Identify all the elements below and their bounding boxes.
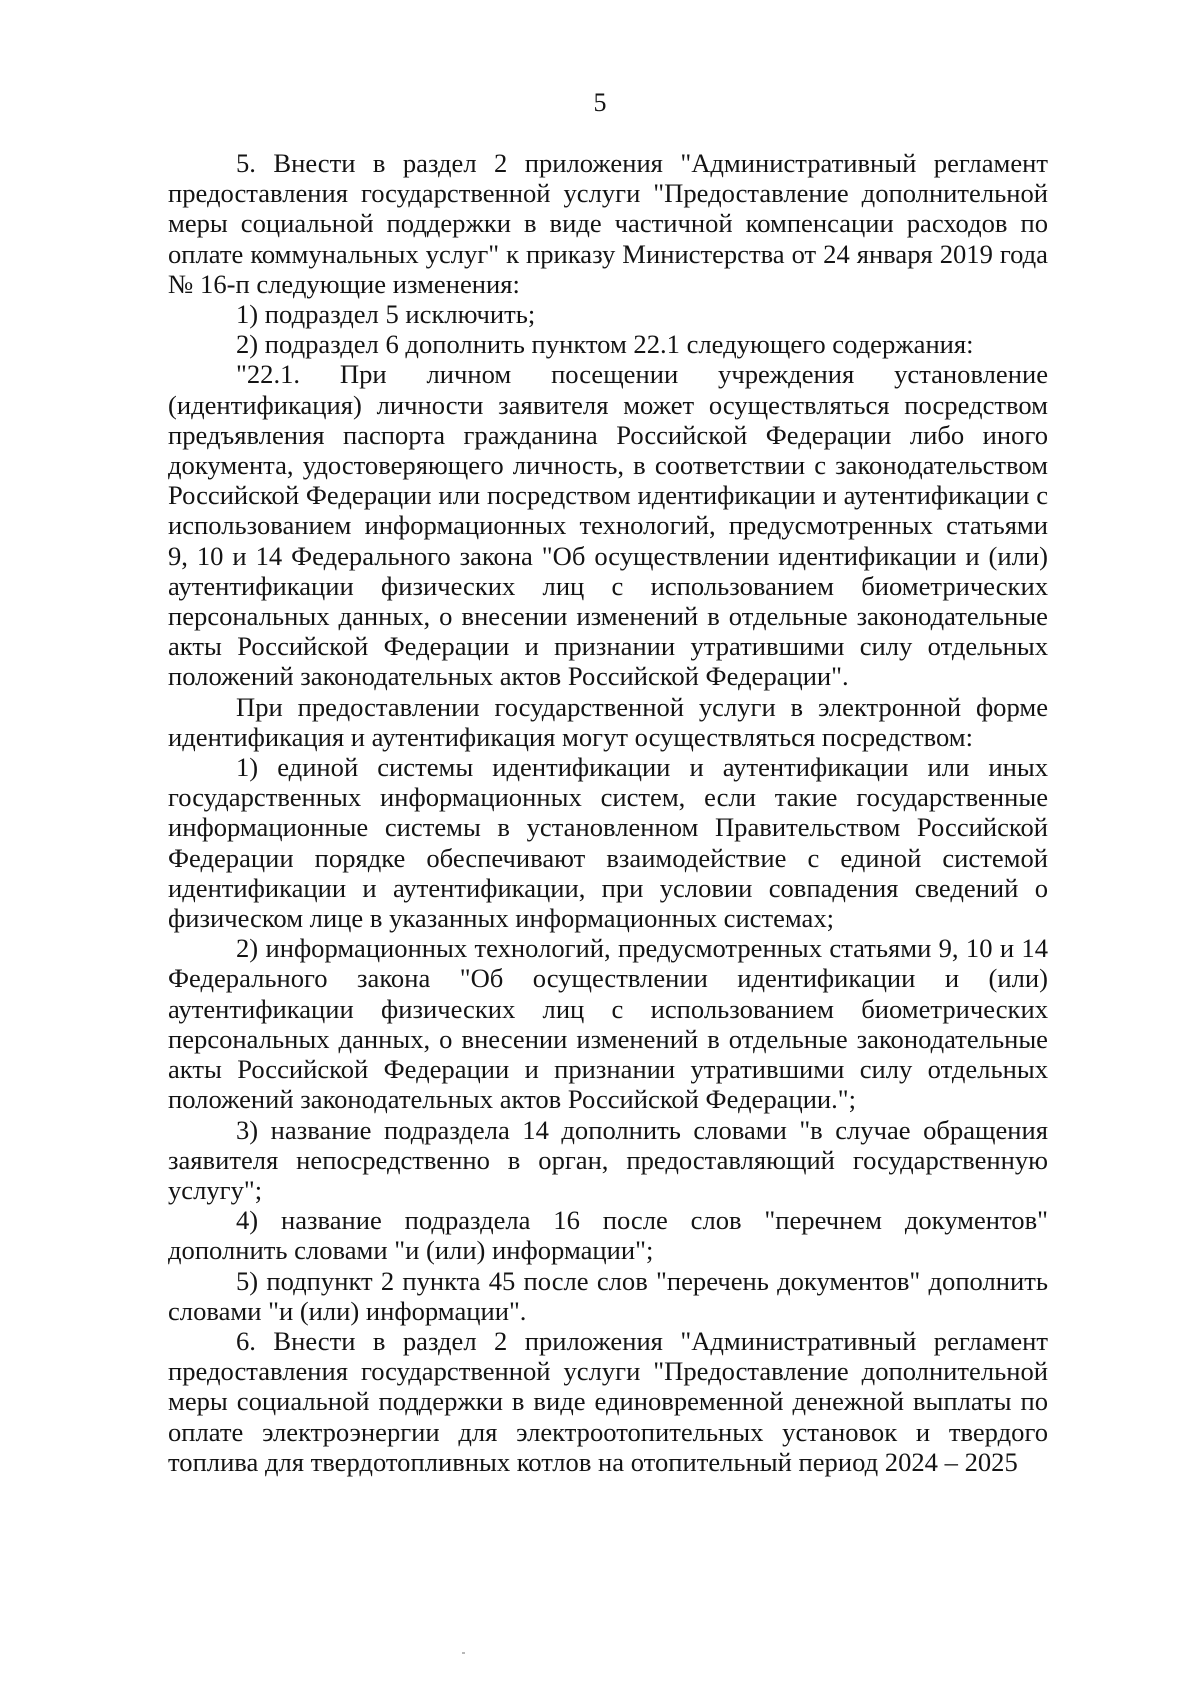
page-number: 5 bbox=[593, 88, 607, 117]
document-body bbox=[168, 148, 1048, 1477]
paragraph-item-6: 6. Внести в раздел 2 приложения "Административный регламент предоставления государственной услуги "Предоставление дополнительной меры социальной поддержки в виде единовременной денежной выплаты по оплате электроэнергии для электроотопительных установок и твердого топлива для твердотопливных котлов на отопительный период 2024 – 2025 bbox=[168, 1325, 1048, 1477]
paragraph-subitem-2: 2) подраздел 6 дополнить пунктом 22.1 следующего содержания: bbox=[236, 329, 974, 360]
paragraph-subitem-5: 5) подпункт 2 пункта 45 после слов "перечень документов" дополнить словами "и (или) информации". bbox=[168, 1265, 1048, 1326]
paragraph-quoted-22-1: "22.1. При личном посещении учреждения установление (идентификация) личности заявителя может осуществляться посредством предъявления паспорта гражданина Российской Федерации либо иного документа, удостоверяющего личность, в соответствии с законодательством Российской Федерации или посредством идентификации и аутентификации с использованием информационных технологий, предусмотренных статьями 9, 10 и 14 Федерального закона "Об осуществлении идентификации и (или) аутентификации физических лиц с использованием биометрических персональных данных, о внесении изменений в отдельные законодательные акты Российской Федерации и признании утратившими силу отдельных положений законодательных актов Российской Федерации". bbox=[168, 359, 1048, 692]
paragraph-subitem-1: 1) подраздел 5 исключить; bbox=[236, 299, 536, 330]
paragraph-subitem-4: 4) название подраздела 16 после слов "перечнем документов" дополнить словами "и (или) информации"; bbox=[168, 1205, 1048, 1266]
paragraph-subitem-3: 3) название подраздела 14 дополнить словами "в случае обращения заявителя непосредственно в орган, предоставляющий государственную услугу"; bbox=[168, 1114, 1048, 1205]
paragraph-list-2: 2) информационных технологий, предусмотренных статьями 9, 10 и 14 Федерального закона "Об осуществлении идентификации и (или) аутентификации физических лиц с использованием биометрических персональных данных, о внесении изменений в отдельные законодательные акты Российской Федерации и признании утратившими силу отдельных положений законодательных актов Российской Федерации."; bbox=[168, 933, 1048, 1115]
paragraph-item-5: 5. Внести в раздел 2 приложения "Административный регламент предоставления государственной услуги "Предоставление дополнительной меры социальной поддержки в виде частичной компенсации расходов по оплате коммунальных услуг" к приказу Министерства от 24 января 2019 года № 16-п следующие изменения: bbox=[168, 148, 1048, 299]
paragraph-list-1: 1) единой системы идентификации и аутентификации или иных государственных информационных систем, если такие государственные информационные системы в установленном Правительством Российской Федерации порядке обеспечивают взаимодействие с единой системой идентификации и аутентификации, при условии совпадения сведений о физическом лице в указанных информационных системах; bbox=[168, 752, 1048, 934]
paragraph-electronic-form: При предоставлении государственной услуги в электронной форме идентификация и аутентификация могут осуществляться посредством: bbox=[168, 691, 1048, 752]
scan-speck bbox=[462, 1652, 465, 1654]
